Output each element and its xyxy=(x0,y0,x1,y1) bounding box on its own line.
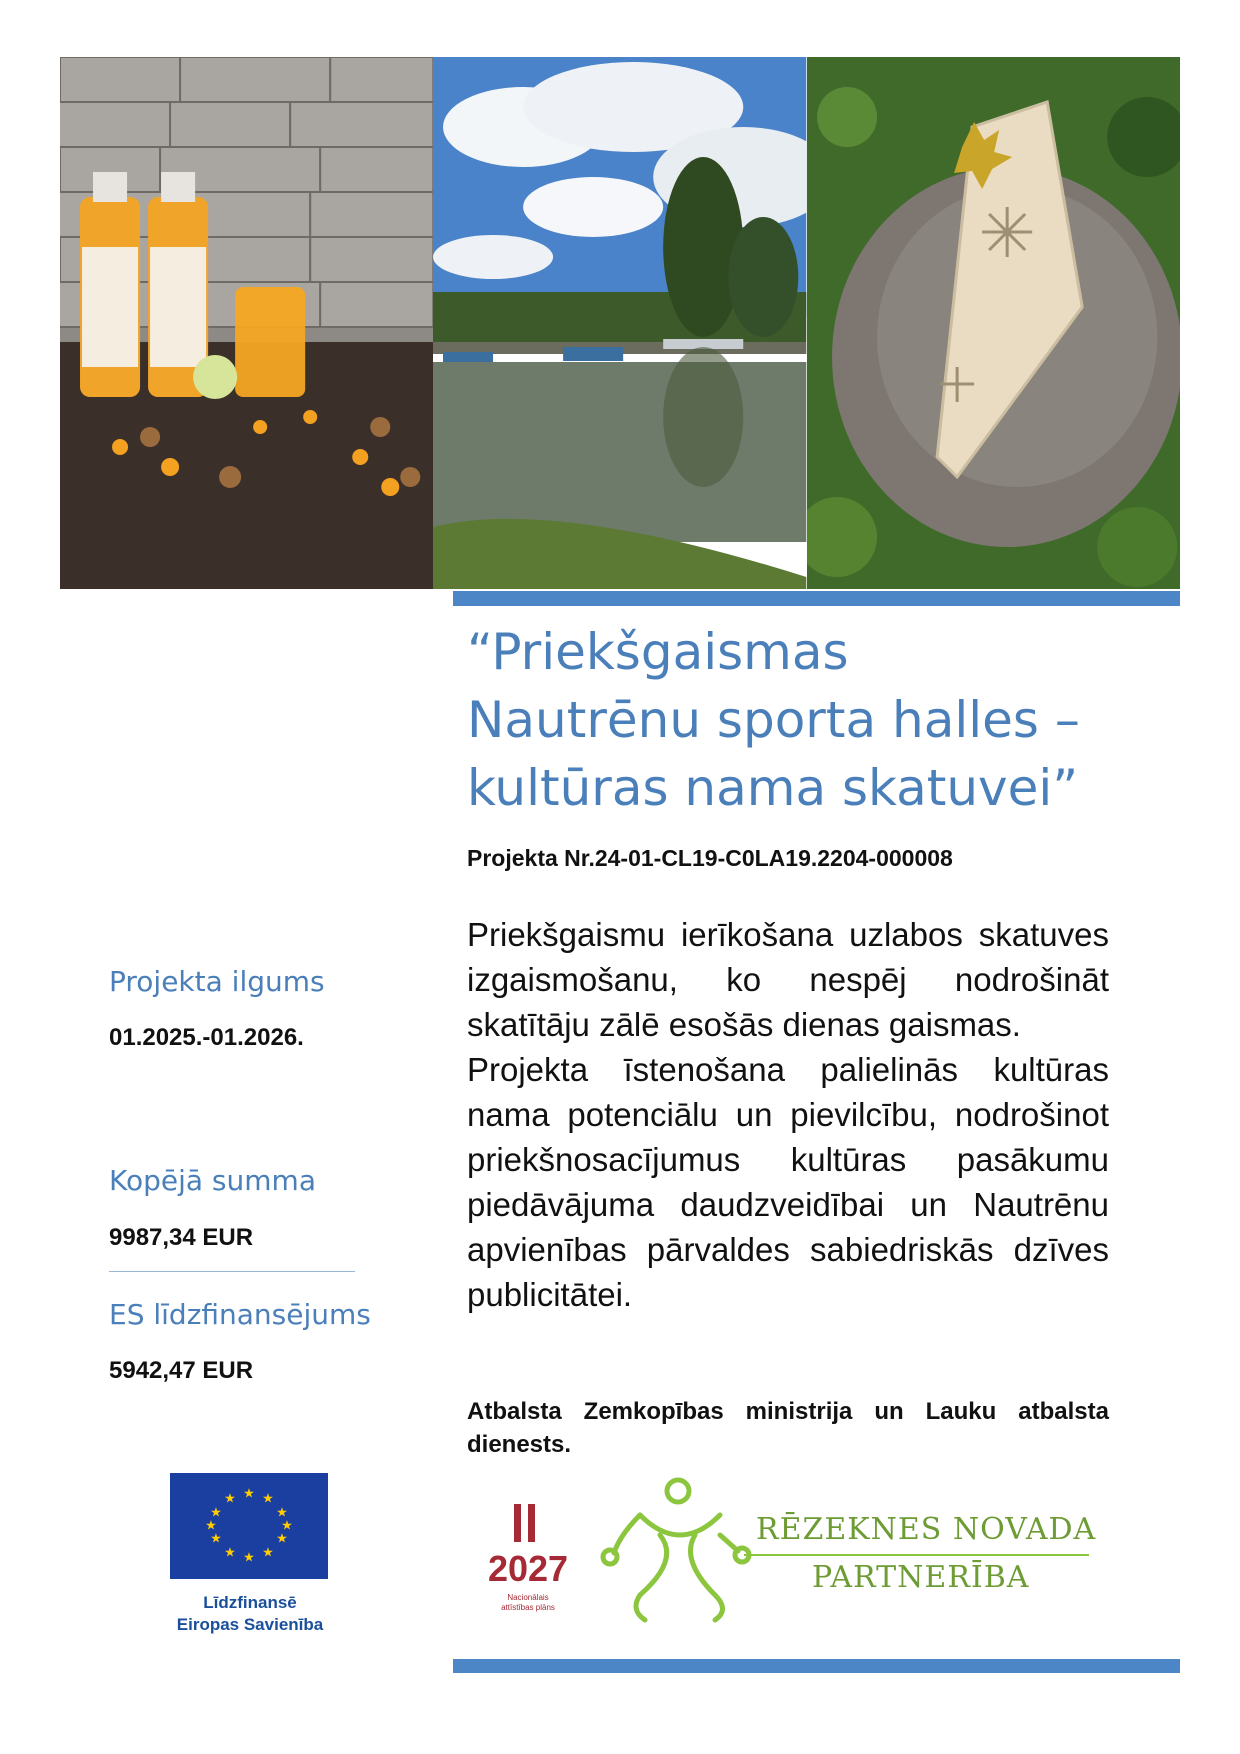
svg-text:★: ★ xyxy=(224,1491,236,1507)
duration-label: Projekta ilgums xyxy=(109,965,325,998)
svg-text:★: ★ xyxy=(262,1491,274,1507)
rezeknes-partneriba-name-line: RĒZEKNES NOVADA xyxy=(756,1512,1097,1547)
eu-caption xyxy=(140,1592,360,1636)
eu-cofinancing-label: ES līdzfinansējums xyxy=(109,1298,371,1331)
photo-lake-landscape xyxy=(433,57,806,589)
eu-cofinancing-value: 5942,47 EUR xyxy=(109,1357,254,1384)
bottom-accent-bar xyxy=(453,1659,1180,1673)
eu-flag-logo xyxy=(170,1473,328,1579)
project-number: Projekta Nr.24-01-CL19-C0LA19.2204-000008 xyxy=(467,845,953,871)
project-title-line: Nautrēnu sporta halles – xyxy=(467,691,1080,749)
eu-caption-line: Līdzfinansē xyxy=(203,1593,297,1612)
project-title xyxy=(467,618,1167,822)
project-description xyxy=(467,912,1109,1317)
svg-text:★: ★ xyxy=(243,1550,255,1566)
svg-text:★: ★ xyxy=(243,1486,255,1502)
svg-text:★: ★ xyxy=(276,1505,288,1521)
svg-text:★: ★ xyxy=(210,1531,222,1547)
sidebar-divider xyxy=(109,1271,355,1272)
eu-caption-line: Eiropas Savienība xyxy=(176,1615,324,1634)
total-amount-value: 9987,34 EUR xyxy=(109,1224,254,1251)
svg-text:★: ★ xyxy=(224,1545,236,1561)
support-statement: Atbalsta Zemkopības ministrija un Lauku atbalsta dienests. xyxy=(467,1398,1109,1458)
svg-text:★: ★ xyxy=(210,1505,222,1521)
rezeknes-partneriba-underline xyxy=(744,1554,1089,1556)
photo-juice-bottles xyxy=(60,57,433,589)
photo-strip xyxy=(60,57,1180,589)
nap-caption-line: Nacionālais xyxy=(507,1593,549,1602)
svg-text:★: ★ xyxy=(281,1518,293,1534)
svg-text:★: ★ xyxy=(276,1531,288,1547)
nap-year: 2027 xyxy=(487,1548,569,1589)
photo-kokle-on-stone xyxy=(807,57,1180,589)
project-title-line: kultūras nama skatuvei” xyxy=(467,759,1079,817)
description-paragraph: Priekšgaismu ierīkošana uzlabos skatuves izgaismošanu, ko nespēj nodrošināt skatītāju zālē esošās dienas gaismas. xyxy=(467,916,1109,1043)
nap-caption xyxy=(482,1593,574,1613)
total-amount-label: Kopējā summa xyxy=(109,1164,316,1197)
rezeknes-partneriba-figure-icon xyxy=(600,1475,760,1635)
top-accent-bar xyxy=(453,591,1180,606)
nap-caption-line: attīstības plāns xyxy=(501,1603,555,1612)
rezeknes-partneriba-name-line: PARTNERĪBA xyxy=(812,1560,1030,1595)
project-title-line: “Priekšgaismas xyxy=(467,623,849,681)
description-paragraph: Projekta īstenošana palielinās kultūras nama potenciālu un pievilcību, nodrošinot priekšnosacījumus kultūras pasākumu piedāvājuma daudzveidībai un Nautrēnu apvienības pārvaldes sabiedriskās dzīves publicitātei. xyxy=(467,1051,1109,1313)
duration-value: 01.2025.-01.2026. xyxy=(109,1024,304,1051)
svg-text:★: ★ xyxy=(262,1545,274,1561)
svg-text:★: ★ xyxy=(205,1518,217,1534)
